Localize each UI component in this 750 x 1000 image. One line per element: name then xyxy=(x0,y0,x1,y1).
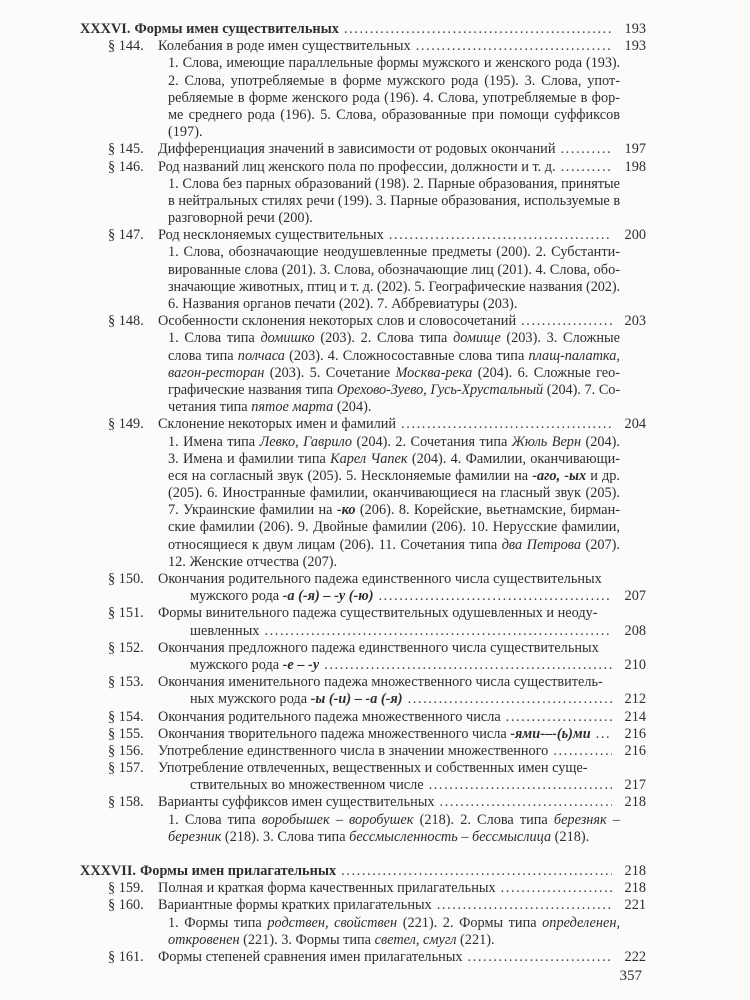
entry-subtopics xyxy=(0,915,646,949)
dot-leader xyxy=(506,709,612,726)
emphasized-text: домишко xyxy=(260,330,315,347)
toc-section-entry[interactable] xyxy=(0,159,646,228)
text-segment: (206). 8. Корейские, вьетнамские, бирман- xyxy=(355,502,620,519)
entry-title[interactable] xyxy=(190,777,424,794)
entry-title[interactable] xyxy=(158,640,599,657)
subtopic-line xyxy=(168,73,620,90)
dot-leader xyxy=(468,949,613,966)
section-number: § 145. xyxy=(108,141,144,158)
subtopic-line xyxy=(168,330,620,347)
entry-subtopics xyxy=(0,812,646,846)
page-reference[interactable]: 197 xyxy=(624,141,646,158)
text-segment: разговорной речи (200). xyxy=(168,210,313,227)
toc-section-entry[interactable] xyxy=(0,949,646,966)
emphasized-text: березняк – xyxy=(553,811,620,828)
entry-title[interactable] xyxy=(80,863,336,880)
text-segment: и др. xyxy=(586,467,620,484)
entry-title-line xyxy=(0,640,646,657)
entry-title[interactable] xyxy=(158,760,588,777)
page-reference[interactable]: 207 xyxy=(624,588,646,605)
entry-title[interactable] xyxy=(190,691,403,708)
emphasized-text: -а (-я) – -у (-ю) xyxy=(282,588,374,605)
emphasized-text: Жюль Верн xyxy=(511,433,582,450)
section-number: § 158. xyxy=(108,794,144,811)
text-segment: (218). xyxy=(551,828,590,845)
dot-leader xyxy=(379,588,613,605)
entry-title[interactable] xyxy=(158,726,591,743)
emphasized-text: березник xyxy=(168,828,222,845)
entry-title[interactable] xyxy=(158,38,411,55)
toc-section-entry[interactable] xyxy=(0,794,646,846)
section-number: § 153. xyxy=(108,674,144,691)
emphasized-text: -ко xyxy=(336,502,356,519)
text-segment: (218). 3. Слова типа xyxy=(221,828,350,845)
entry-title-line xyxy=(0,674,646,691)
subtopic-line xyxy=(168,176,620,193)
section-number: § 155. xyxy=(108,725,144,742)
entry-title[interactable] xyxy=(158,227,384,244)
page-reference[interactable]: 218 xyxy=(624,880,646,897)
dot-leader xyxy=(596,726,612,743)
dot-leader xyxy=(561,141,613,158)
emphasized-text: -е – -у xyxy=(282,656,320,673)
subtopic-line xyxy=(168,382,620,399)
page-reference[interactable]: 218 xyxy=(624,863,646,879)
text-segment: Род несклоняемых существительных xyxy=(158,227,384,244)
emphasized-text: Орехово-Зуево, Гусь-Хрустальный xyxy=(336,381,544,398)
section-number: § 157. xyxy=(108,760,144,777)
page-number: 357 xyxy=(619,968,642,984)
section-number: § 150. xyxy=(108,571,144,587)
dot-leader xyxy=(501,880,612,897)
text-segment: Окончания именительного падежа множественного числа существитель- xyxy=(158,674,603,691)
text-segment: Варианты суффиксов имен существительных xyxy=(158,794,435,811)
entry-title[interactable] xyxy=(158,674,603,691)
dot-leader xyxy=(521,313,612,330)
emphasized-text: родствен, свойствен xyxy=(267,914,398,931)
text-segment: Полная и краткая форма качественных прилагательных xyxy=(158,880,496,897)
text-segment: (204). xyxy=(333,399,372,416)
page-reference[interactable]: 212 xyxy=(624,691,646,708)
subtopic-line xyxy=(168,812,620,829)
section-number: § 144. xyxy=(108,38,144,55)
subtopic-line xyxy=(168,244,620,261)
text-segment: Формы имен существительных xyxy=(134,21,339,37)
dot-leader xyxy=(553,743,612,760)
subtopic-line xyxy=(168,124,620,141)
emphasized-text: Карел Чапек xyxy=(330,450,408,467)
emphasized-text: -ями-–-(ь)ми xyxy=(510,725,591,742)
text-segment: Формы имен прилагательных xyxy=(140,863,337,879)
toc-chapter-entry[interactable] xyxy=(0,863,646,880)
entry-subtopics xyxy=(0,330,646,416)
text-segment: Особенности склонения некоторых слов и словосочетаний xyxy=(158,313,517,330)
emphasized-text: светел, смугл xyxy=(374,931,457,948)
text-segment: (205). 6. Иностранные фамилии, оканчивающиеся на гласный звук (205). xyxy=(168,485,620,502)
text-segment: значающие животных, птиц и т. д. (202). 5. Географические названия (202). xyxy=(168,278,620,295)
emphasized-text: определенен, xyxy=(542,914,620,931)
dot-leader xyxy=(440,794,613,811)
entry-title[interactable] xyxy=(158,794,435,811)
chapter-number: XXXVI. xyxy=(80,21,131,37)
entry-title[interactable] xyxy=(158,709,501,726)
subtopic-line xyxy=(168,519,620,536)
emphasized-text: бессмысленность – бессмыслица xyxy=(349,828,552,845)
text-segment: Формы винительного падежа существительных одушевленных и неоду- xyxy=(158,605,598,622)
entry-title-line xyxy=(0,416,646,433)
text-segment: (204). 2. Сочетания типа xyxy=(352,433,512,450)
entry-title[interactable] xyxy=(158,313,516,330)
toc-chapter-entry[interactable] xyxy=(0,21,646,38)
entry-title[interactable] xyxy=(158,159,556,176)
page-reference[interactable]: 216 xyxy=(624,725,646,742)
text-segment: 7. Украинские фамилии на xyxy=(168,502,337,519)
entry-title-line xyxy=(0,605,646,622)
section-number: § 152. xyxy=(108,639,144,656)
toc-section-entry[interactable] xyxy=(0,313,646,416)
entry-title[interactable] xyxy=(158,141,556,158)
subtopic-line xyxy=(168,90,620,107)
entry-subtopics xyxy=(0,55,646,141)
subtopic-line xyxy=(168,451,620,468)
dot-leader xyxy=(389,227,612,244)
text-segment: 1. Слова типа xyxy=(168,811,262,828)
text-segment: 1. Слова, имеющие параллельные формы мужского и женского рода (193). xyxy=(168,55,620,72)
text-segment: (204). 6. Сложные гео- xyxy=(472,364,620,381)
subtopic-line xyxy=(168,55,620,72)
text-segment: в нейтральных стилях речи (199). 3. Парные образования, используемые в xyxy=(168,192,620,209)
text-segment: четания типа xyxy=(168,399,252,416)
subtopic-line xyxy=(168,348,620,365)
toc-section-entry[interactable] xyxy=(0,709,646,726)
text-segment: ных мужского рода xyxy=(190,691,311,708)
section-number: § 160. xyxy=(108,897,144,914)
page-reference[interactable]: 221 xyxy=(624,897,646,914)
dot-leader xyxy=(401,416,612,433)
section-number: § 149. xyxy=(108,416,144,433)
subtopic-line xyxy=(168,915,620,932)
text-segment: относящиеся к двум лицам (206). 11. Сочетания типа xyxy=(168,536,502,553)
entry-title[interactable] xyxy=(158,571,602,588)
text-segment: ствительных во множественном числе xyxy=(190,777,424,794)
page-reference[interactable]: 193 xyxy=(624,38,646,55)
entry-title-line xyxy=(0,794,646,811)
toc-section-entry[interactable] xyxy=(0,605,646,639)
subtopic-line xyxy=(168,485,620,502)
emphasized-text: воробышек – воробушек xyxy=(261,811,414,828)
section-number: § 161. xyxy=(108,948,144,965)
entry-title-line xyxy=(0,227,646,244)
entry-title[interactable] xyxy=(158,605,598,622)
section-number: § 148. xyxy=(108,313,144,330)
text-segment: (204). 4. Фамилии, оканчивающи- xyxy=(407,450,620,467)
text-segment: (221). xyxy=(456,931,495,948)
text-segment: Употребление отвлеченных, вещественных и собственных имен суще- xyxy=(158,760,588,777)
toc-section-entry[interactable] xyxy=(0,141,646,158)
subtopic-line xyxy=(168,829,620,846)
toc-section-entry[interactable] xyxy=(0,674,646,708)
entry-title[interactable] xyxy=(190,623,259,640)
text-segment: 1. Формы типа xyxy=(168,914,268,931)
page-reference[interactable]: 216 xyxy=(624,742,646,759)
emphasized-text: вагон-ресторан xyxy=(168,364,265,381)
text-segment: мужского рода xyxy=(190,588,283,605)
emphasized-text: Левко, Гаврило xyxy=(259,433,353,450)
toc-section-entry[interactable] xyxy=(0,416,646,571)
entry-title[interactable] xyxy=(158,897,432,914)
page-reference[interactable]: 217 xyxy=(624,777,646,794)
entry-title[interactable] xyxy=(158,880,496,897)
entry-title-line xyxy=(0,726,646,743)
entry-title-line xyxy=(0,159,646,176)
page-reference[interactable]: 204 xyxy=(624,416,646,433)
text-segment: (218). 2. Слова типа xyxy=(413,811,554,828)
toc-section-entry[interactable] xyxy=(0,227,646,313)
text-segment: Формы степеней сравнения имен прилагательных xyxy=(158,948,463,965)
entry-title[interactable] xyxy=(190,657,319,674)
emphasized-text: откровенен xyxy=(168,931,240,948)
text-segment: Окончания родительного падежа множественного числа xyxy=(158,708,501,725)
text-segment: (203). 5. Сочетание xyxy=(264,364,396,381)
entry-title-line xyxy=(0,21,646,38)
toc-section-entry[interactable] xyxy=(0,880,646,897)
entry-title[interactable] xyxy=(80,21,339,38)
page-reference[interactable]: 214 xyxy=(624,708,646,725)
entry-title-line xyxy=(0,897,646,914)
text-segment: Окончания предложного падежа единственного числа существительных xyxy=(158,639,599,656)
subtopic-line xyxy=(168,296,620,313)
text-segment: графические названия типа xyxy=(168,381,337,398)
text-segment: Дифференциация значений в зависимости от родовых окончаний xyxy=(158,141,556,158)
entry-title-line xyxy=(0,863,646,880)
text-segment: вированные слова (201). 3. Слова, обозначающие лиц (201). 4. Слова, обо- xyxy=(168,261,620,278)
text-segment: (221). 2. Формы типа xyxy=(397,914,543,931)
entry-title-line xyxy=(0,141,646,158)
entry-title[interactable] xyxy=(190,588,374,605)
entry-title-line xyxy=(0,38,646,55)
text-segment: (203). 4. Сложносоставные слова типа xyxy=(284,347,529,364)
subtopic-line xyxy=(168,193,620,210)
emphasized-text: полчаса xyxy=(237,347,285,364)
entry-title-line xyxy=(0,623,646,640)
text-segment: 1. Имена типа xyxy=(168,433,260,450)
text-segment: 6. Названия органов печати (202). 7. Аббревиатуры (203). xyxy=(168,296,518,312)
text-segment: (203). 2. Слова типа xyxy=(314,330,454,347)
subtopic-line xyxy=(168,262,620,279)
entry-title-line xyxy=(0,949,646,966)
entry-title-line xyxy=(0,880,646,897)
subtopic-line xyxy=(168,399,620,416)
text-segment: Колебания в роде имен существительных xyxy=(158,38,411,55)
subtopic-line xyxy=(168,434,620,451)
page-reference[interactable]: 222 xyxy=(624,948,646,965)
text-segment: слова типа xyxy=(168,347,238,364)
entry-title-line xyxy=(0,313,646,330)
emphasized-text: пятое марта xyxy=(251,399,334,416)
page-reference[interactable]: 208 xyxy=(624,622,646,639)
dot-leader xyxy=(408,691,612,708)
emphasized-text: Москва-река xyxy=(395,364,473,381)
text-segment: (204). xyxy=(581,433,620,450)
entry-title-line xyxy=(0,657,646,674)
entry-title[interactable] xyxy=(158,743,548,760)
subtopic-line xyxy=(168,502,620,519)
text-segment: еся на согласный звук (205). 5. Несклоняемые фамилии на xyxy=(168,467,533,484)
text-segment: Окончания творительного падежа множественного числа xyxy=(158,725,511,742)
subtopic-line xyxy=(168,210,620,227)
toc-section-entry[interactable] xyxy=(0,897,646,949)
text-segment: 1. Слова типа xyxy=(168,330,261,347)
entry-title-line xyxy=(0,777,646,794)
emphasized-text: домище xyxy=(453,330,501,347)
page-reference[interactable]: 193 xyxy=(624,21,646,37)
text-segment: 1. Слова без парных образований (198). 2. Парные образования, принятые xyxy=(168,175,620,192)
text-segment: (221). 3. Формы типа xyxy=(239,931,375,948)
toc-section-entry[interactable] xyxy=(0,743,646,760)
dot-leader xyxy=(264,623,612,640)
subtopic-line xyxy=(168,537,620,554)
dot-leader xyxy=(429,777,612,794)
toc-section-entry[interactable] xyxy=(0,38,646,141)
entry-title-line xyxy=(0,588,646,605)
emphasized-text: -аго, -ых xyxy=(532,467,587,484)
toc-section-entry[interactable] xyxy=(0,640,646,674)
entry-subtopics xyxy=(0,244,646,313)
text-segment: шевленных xyxy=(190,622,260,639)
section-number: § 147. xyxy=(108,227,144,244)
page-reference[interactable]: 198 xyxy=(624,158,646,175)
section-number: § 151. xyxy=(108,605,144,622)
dot-leader xyxy=(341,863,612,880)
chapter-number: XXXVII. xyxy=(80,863,137,879)
dot-leader xyxy=(344,21,612,38)
text-segment: ские фамилии (206). 9. Двойные фамилии (206). 10. Нерусские фамилии, xyxy=(168,519,620,536)
entry-title[interactable] xyxy=(158,416,396,433)
section-number: § 154. xyxy=(108,708,144,725)
text-segment: (197). xyxy=(168,124,203,141)
section-number: § 156. xyxy=(108,742,144,759)
page-reference[interactable]: 203 xyxy=(624,313,646,330)
toc-section-entry[interactable] xyxy=(0,760,646,794)
page-reference[interactable]: 200 xyxy=(624,227,646,244)
subtopic-line xyxy=(168,107,620,124)
entry-subtopics xyxy=(0,176,646,228)
text-segment: (207). xyxy=(581,536,620,553)
text-segment: Склонение некоторых имен и фамилий xyxy=(158,416,397,433)
text-segment: 1. Слова, обозначающие неодушевленные предметы (200). 2. Субстанти- xyxy=(168,244,620,261)
toc-section-entry[interactable] xyxy=(0,726,646,743)
dot-leader xyxy=(437,897,612,914)
section-number: § 159. xyxy=(108,880,144,897)
text-segment: 3. Имена и фамилии типа xyxy=(168,450,331,467)
dot-leader xyxy=(561,159,612,176)
text-segment: 2. Слова, употребляемые в форме мужского рода (195). 3. Слова, упот- xyxy=(168,72,620,89)
page-reference[interactable]: 218 xyxy=(624,794,646,811)
entry-title-line xyxy=(0,691,646,708)
toc-section-entry[interactable] xyxy=(0,571,646,605)
entry-title-line xyxy=(0,743,646,760)
text-segment: (203). 3. Сложные xyxy=(500,330,620,347)
text-segment: Употребление единственного числа в значении множественного xyxy=(158,742,549,759)
subtopic-line xyxy=(168,554,620,571)
entry-title-line xyxy=(0,709,646,726)
subtopic-line xyxy=(168,932,620,949)
entry-subtopics xyxy=(0,434,646,572)
text-segment: ме среднего рода (196). 5. Слова, образованные при помощи суффиксов xyxy=(168,106,620,123)
emphasized-text: плащ-палатка, xyxy=(528,347,620,364)
emphasized-text: -ы (-и) – -а (-я) xyxy=(310,691,403,708)
entry-title[interactable] xyxy=(158,949,463,966)
text-segment: Окончания родительного падежа единственного числа существительных xyxy=(158,571,602,587)
subtopic-line xyxy=(168,279,620,296)
text-segment: ребляемые в форме женского рода (196). 4. Слова, употребляемые в фор- xyxy=(168,89,620,106)
subtopic-line xyxy=(168,468,620,485)
entry-title-line xyxy=(0,571,646,588)
subtopic-line xyxy=(168,365,620,382)
section-number: § 146. xyxy=(108,158,144,175)
text-segment: 12. Женские отчества (207). xyxy=(168,553,338,570)
emphasized-text: два Петрова xyxy=(501,536,581,553)
page-reference[interactable]: 210 xyxy=(624,656,646,673)
text-segment: Вариантные формы кратких прилагательных xyxy=(158,897,432,914)
dot-leader xyxy=(416,38,612,55)
entry-title-line xyxy=(0,760,646,777)
table-of-contents xyxy=(0,21,646,966)
dot-leader xyxy=(324,657,612,674)
text-segment: мужского рода xyxy=(190,656,283,673)
text-segment: (204). 7. Со- xyxy=(543,381,620,398)
text-segment: Род названий лиц женского пола по профессии, должности и т. д. xyxy=(158,158,556,175)
